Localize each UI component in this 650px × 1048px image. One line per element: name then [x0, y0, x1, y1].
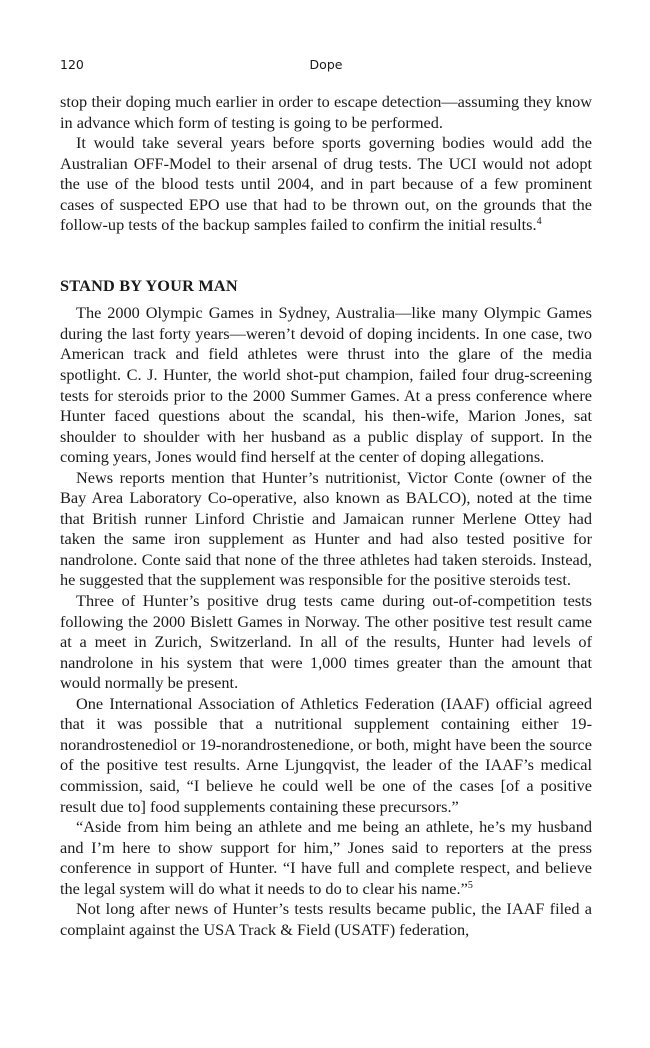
paragraph: Three of Hunter’s positive drug tests came during out-of-competition tests following the 2000 Bislett Games in Norway. The other positive test result came at a meet in Zurich, Switzerland. In all of the results, Hunter had levels of nandrolone in his system that were 1,000 times greater than the amount that would normally be present. — [60, 591, 592, 693]
paragraph: The 2000 Olympic Games in Sydney, Australia—like many Olympic Games during the last forty years—weren’t devoid of doping incidents. In one case, two American track and field athletes were thrust into the glare of the media spotlight. C. J. Hunter, the world shot-put champion, failed four drug-screening tests for steroids prior to the 2000 Summer Games. At a press conference where Hunter faced questions about the scandal, his then-wife, Marion Jones, sat shoulder to shoulder with her husband as a public display of support. In the coming years, Jones would find herself at the center of doping allegations. — [60, 303, 592, 467]
paragraph: One International Association of Athletics Federation (IAAF) official agreed that it was possible that a nutritional supplement containing either 19-norandrostenediol or 19-norandrostenedione, or both, might have been the source of the positive test results. Arne Ljungqvist, the leader of the IAAF’s medical commission, said, “I believe he could well be one of the cases [of a positive result due to] food supplements containing these precursors.” — [60, 693, 592, 816]
footnote-marker: 5 — [467, 879, 473, 891]
body-text — [60, 92, 592, 940]
page-number: 120 — [60, 57, 84, 72]
paragraph: stop their doping much earlier in order to escape detection—assuming they know in advance which form of testing is going to be performed. — [60, 92, 592, 132]
footnote-marker: 4 — [536, 216, 542, 228]
running-head — [60, 57, 592, 77]
paragraph: “Aside from him being an athlete and me being an athlete, he’s my husband and I’m here to show support for him,” Jones said to reporters at the press conference in support of Hunter. “I have full and complete respect, and believe the legal system will do what it needs to do to clear his name.”$^5$ — [60, 817, 592, 898]
paragraph: It would take several years before sports governing bodies would add the Australian OFF-Model to their arsenal of drug tests. The UCI would not adopt the use of the blood tests until 2004, and in part because of a few prominent cases of suspected EPO use that had to be thrown out, on the grounds that the follow-up tests of the backup samples failed to confirm the initial results.$^4$ — [60, 133, 592, 235]
running-title: Dope — [309, 57, 343, 72]
section-heading: STAND BY YOUR MAN — [60, 275, 238, 295]
paragraph: News reports mention that Hunter’s nutritionist, Victor Conte (owner of the Bay Area Laboratory Co-operative, also known as BALCO), noted at the time that British runner Linford Christie and Jamaican runner Merlene Ottey had taken the same iron supplement as Hunter and had also tested positive for nandrolone. Conte said that none of the three athletes had taken steroids. Instead, he suggested that the supplement was responsible for the positive steroids test. — [60, 467, 592, 590]
paragraph: Not long after news of Hunter’s tests results became public, the IAAF filed a complaint against the USA Track & Field (USATF) federation, — [60, 899, 592, 939]
